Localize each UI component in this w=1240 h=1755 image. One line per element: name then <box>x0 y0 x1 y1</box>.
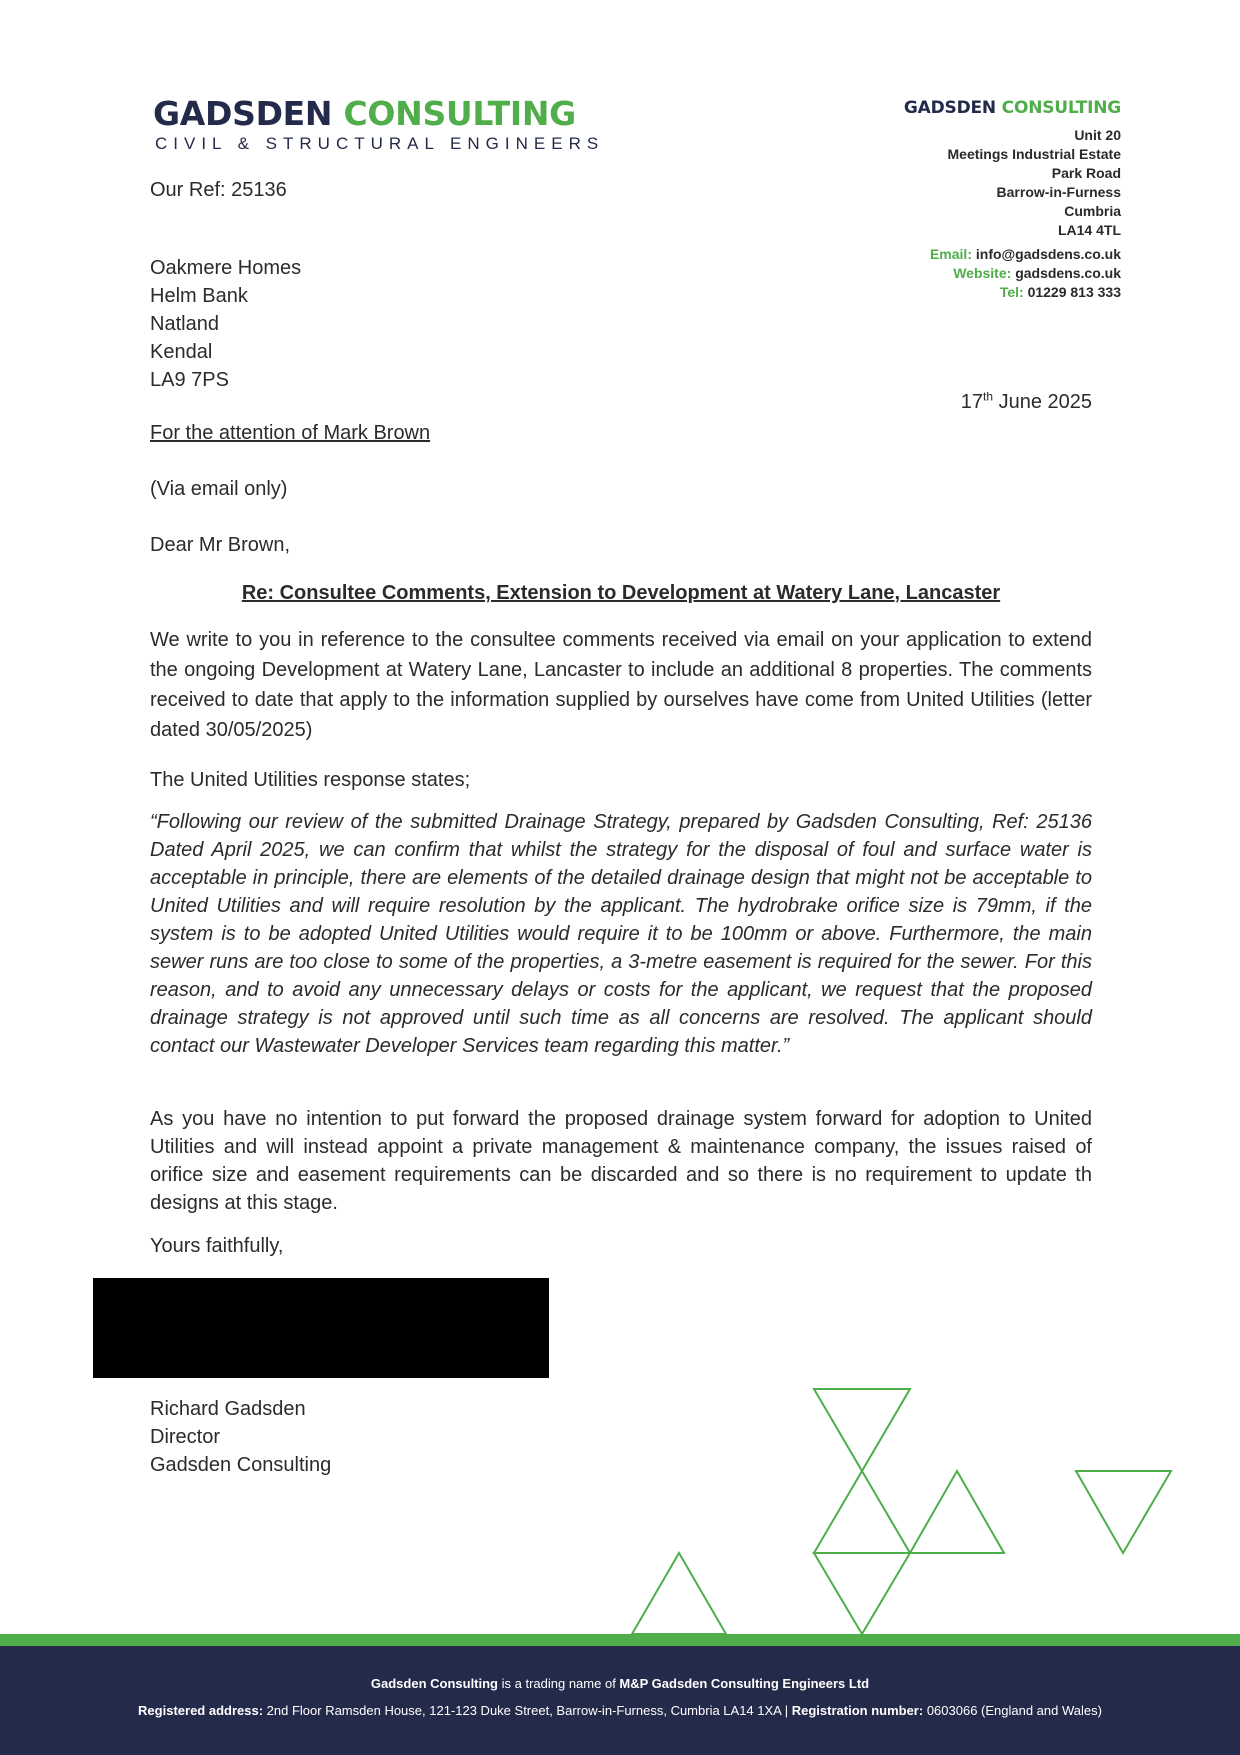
tel-label: Tel: <box>999 284 1024 300</box>
signatory-block <box>150 1395 331 1479</box>
address-line: Park Road <box>1051 165 1121 181</box>
recipient-address <box>150 254 301 394</box>
attention-line: For the attention of Mark Brown <box>150 422 431 444</box>
address-line: Barrow-in-Furness <box>996 184 1121 200</box>
signatory-name: Richard Gadsden <box>150 1398 306 1420</box>
closing: Yours faithfully, <box>150 1235 284 1257</box>
tel-number: 01229 813 333 <box>1027 284 1121 300</box>
footer-text: is a trading name of <box>498 1676 620 1691</box>
address-line: Cumbria <box>1064 203 1121 219</box>
email-line <box>930 245 1121 264</box>
email-link[interactable]: info@gadsdens.co.uk <box>975 246 1121 262</box>
website-line <box>930 264 1121 283</box>
date-suffix: th <box>983 389 994 404</box>
footer-registration <box>0 1703 1240 1718</box>
small-logo-accent: CONSULTING <box>1001 98 1121 118</box>
address-line: Meetings Industrial Estate <box>947 146 1121 162</box>
small-logo-name: GADSDEN <box>903 98 996 118</box>
company-logo <box>153 94 576 133</box>
footer-trading-name <box>0 1676 1240 1691</box>
triangle-shape <box>814 1553 910 1634</box>
triangle-shape <box>1076 1471 1171 1553</box>
triangle-shape <box>632 1553 726 1634</box>
via-email-note: (Via email only) <box>150 478 288 500</box>
body-paragraph-2: The United Utilities response states; <box>150 769 471 791</box>
triangle-shape <box>814 1389 910 1471</box>
recipient-line: LA9 7PS <box>150 369 229 391</box>
recipient-line: Oakmere Homes <box>150 257 302 279</box>
body-paragraph-1: We write to you in reference to the consultee comments received via email on your application to extend the ongoing Development at Watery Lane, Lancaster to include an additional 8 properties. The comments received to date that apply to the information supplied by ourselves have come from United Utilities (letter dated 30/05/2025) <box>150 629 1092 741</box>
tel-line <box>930 283 1121 302</box>
quoted-response: “Following our review of the submitted Drainage Strategy, prepared by Gadsden Consulting, Ref: 25136 Dated April 2025, we can confirm that whilst the strategy for the disposal of foul and surface water is acceptable in principle, there are elements of the detailed drainage design that might not be acceptable to United Utilities and will require resolution by the applicant. The hydrobrake orifice size is 79mm, if the system is to be adopted United Utilities would require it to be 100mm or above. Furthermore, the main sewer runs are too close to some of the properties, a 3-metre easement is required for the sewer. For this reason, and to avoid any unnecessary delays or costs for the applicant, we request that the proposed drainage strategy is not approved until such time as all concerns are resolved. The applicant should contact our Wastewater Developer Services team regarding this matter.” <box>150 811 1092 1057</box>
our-reference: Our Ref: 25136 <box>150 179 287 201</box>
company-address <box>948 126 1121 240</box>
website-link[interactable]: gadsdens.co.uk <box>1015 265 1121 281</box>
signatory-company: Gadsden Consulting <box>150 1454 332 1476</box>
company-logo-small <box>904 98 1121 118</box>
company-contact <box>930 245 1121 302</box>
recipient-line: Helm Bank <box>150 285 248 307</box>
address-line: LA14 4TL <box>1057 222 1121 238</box>
address-line: Unit 20 <box>1074 127 1121 143</box>
footer <box>0 1646 1240 1755</box>
salutation: Dear Mr Brown, <box>150 534 291 556</box>
footer-regnum-label: Registration number: <box>791 1703 924 1718</box>
footer-legal-name: M&P Gadsden Consulting Engineers Ltd <box>619 1676 870 1691</box>
redacted-signature <box>93 1278 549 1378</box>
letter-date <box>961 391 1092 414</box>
email-label: Email: <box>929 246 972 262</box>
signatory-title: Director <box>150 1426 221 1448</box>
triangle-shape <box>814 1471 910 1553</box>
website-label: Website: <box>953 265 1012 281</box>
date-day: 17 <box>960 391 983 413</box>
recipient-line: Natland <box>150 313 219 335</box>
recipient-line: Kendal <box>150 341 213 363</box>
logo-accent: CONSULTING <box>343 94 576 133</box>
footer-company: Gadsden Consulting <box>370 1676 499 1691</box>
footer-address-label: Registered address: <box>138 1703 264 1718</box>
footer-address: 2nd Floor Ramsden House, 121-123 Duke Street, Barrow-in-Furness, Cumbria LA14 1XA | <box>263 1703 792 1718</box>
triangle-shape <box>910 1471 1004 1553</box>
subject-line: Re: Consultee Comments, Extension to Development at Watery Lane, Lancaster <box>241 582 1001 604</box>
date-rest: June 2025 <box>993 391 1092 413</box>
footer-accent-bar <box>0 1634 1240 1646</box>
footer-regnum: 0603066 (England and Wales) <box>923 1703 1102 1718</box>
logo-tagline: CIVIL & STRUCTURAL ENGINEERS <box>155 134 605 153</box>
logo-name: GADSDEN <box>153 94 333 133</box>
body-paragraph-3: As you have no intention to put forward the proposed drainage system forward for adoption to United Utilities and will instead appoint a private management & maintenance company, the issues raised of orifice size and easement requirements can be discarded and so there is no requirement to update th designs at this stage. <box>150 1108 1092 1214</box>
